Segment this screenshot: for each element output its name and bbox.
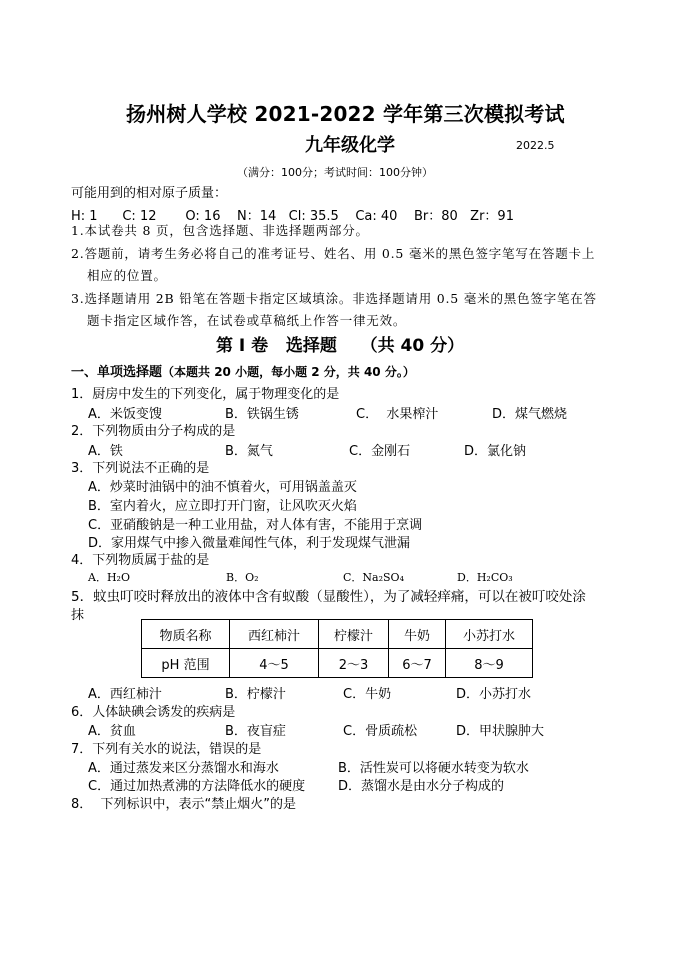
table-row <box>142 620 533 649</box>
question-1-stem: 1．厨房中发生的下列变化，属于物理变化的是 <box>71 387 340 402</box>
table-header-cell: 物质名称 <box>142 620 230 649</box>
question-2-stem: 2．下列物质由分子构成的是 <box>71 424 236 439</box>
part-title: 一、单项选择题 <box>71 365 163 380</box>
table-row <box>142 649 533 678</box>
question-4-stem: 4．下列物质属于盐的是 <box>71 553 210 568</box>
question-6-option-c: C．骨质疏松 <box>343 724 418 739</box>
instruction-3: 3.选择题请用 2B 铅笔在答题卡指定区域填涂。非选择题请用 0.5 毫米的黑色签字笔在答 <box>71 291 597 306</box>
question-1-option-a: A．米饭变馊 <box>88 407 162 422</box>
atomic-mass-values: H: 1 C: 12 O: 16 N：14 Cl: 35.5 Ca: 40 Br：80 Zr：91 <box>71 209 514 224</box>
question-5-stem: 5．蚊虫叮咬时释放出的液体中含有蚁酸（显酸性），为了减轻痒痛，可以在被叮咬处涂 <box>71 589 586 605</box>
question-6-stem: 6．人体缺碘会诱发的疾病是 <box>71 705 236 720</box>
question-1-option-c: C． 水果榨汁 <box>356 407 439 422</box>
question-4-option-a: A．H₂O <box>88 571 130 584</box>
instruction-3-cont: 题卡指定区域作答，在试卷或草稿纸上作答一律无效。 <box>87 313 407 328</box>
table-header-cell: 小苏打水 <box>446 620 533 649</box>
table-row-label: pH 范围 <box>142 649 230 678</box>
question-3-stem: 3．下列说法不正确的是 <box>71 461 210 476</box>
question-5-stem-cont: 抹 <box>71 608 85 623</box>
question-3-option-a: A．炒菜时油锅中的油不慎着火，可用锅盖盖灭 <box>88 480 357 495</box>
table-header-cell: 西红柿汁 <box>230 620 319 649</box>
table-cell: 6～7 <box>389 649 446 678</box>
question-4-option-b: B．O₂ <box>226 571 259 584</box>
question-7-option-b: B．活性炭可以将硬水转变为软水 <box>338 761 529 776</box>
instruction-2: 2.答题前，请考生务必将自己的准考证号、姓名、用 0.5 毫米的黑色签字笔写在答题卡上 <box>71 246 596 261</box>
question-2-option-a: A．铁 <box>88 444 123 459</box>
table-cell: 4～5 <box>230 649 319 678</box>
table-header-cell: 柠檬汁 <box>319 620 389 649</box>
question-4-option-d: D．H₂CO₃ <box>457 571 513 584</box>
question-5-option-b: B．柠檬汁 <box>225 687 286 702</box>
question-7-option-d: D．蒸馏水是由水分子构成的 <box>338 779 505 794</box>
question-3-option-d: D．家用煤气中掺入微量难闻性气体，利于发现煤气泄漏 <box>88 536 411 551</box>
instruction-2-cont: 相应的位置。 <box>87 268 167 283</box>
exam-date: 2022.5 <box>516 139 555 152</box>
table-cell: 2～3 <box>319 649 389 678</box>
question-5-option-d: D．小苏打水 <box>456 687 532 702</box>
question-1-option-d: D．煤气燃烧 <box>492 407 568 422</box>
exam-info: （满分：100分；考试时间：100分钟） <box>237 166 433 179</box>
ph-table <box>141 619 533 678</box>
question-6-option-a: A．贫血 <box>88 724 136 739</box>
question-6-option-b: B．夜盲症 <box>225 724 286 739</box>
section-heading: 第 I 卷 选择题 （共 40 分） <box>216 336 465 356</box>
subject-title: 九年级化学 <box>305 135 395 156</box>
atomic-mass-label: 可能用到的相对原子质量： <box>71 186 228 201</box>
question-1-option-b: B．铁锅生锈 <box>225 407 299 422</box>
question-8-stem: 8． 下列标识中，表示“禁止烟火”的是 <box>71 797 297 812</box>
part-heading <box>71 361 415 380</box>
instruction-1: 1.本试卷共 8 页，包含选择题、非选择题两部分。 <box>71 223 369 238</box>
question-4-option-c: C．Na₂SO₄ <box>343 571 404 584</box>
question-5-option-c: C．牛奶 <box>343 687 392 702</box>
question-3-option-b: B．室内着火，应立即打开门窗，让风吹灭火焰 <box>88 499 357 514</box>
table-header-cell: 牛奶 <box>389 620 446 649</box>
question-7-stem: 7．下列有关水的说法，错误的是 <box>71 742 262 757</box>
part-note: （本题共 20 小题，每小题 2 分，共 40 分。） <box>162 365 415 379</box>
question-7-option-a: A．通过蒸发来区分蒸馏水和海水 <box>88 761 279 776</box>
question-3-option-c: C．亚硝酸钠是一种工业用盐，对人体有害，不能用于烹调 <box>88 518 423 533</box>
question-5-option-a: A．西红柿汁 <box>88 687 162 702</box>
table-cell: 8～9 <box>446 649 533 678</box>
question-2-option-b: B．氮气 <box>225 444 273 459</box>
question-2-option-c: C．金刚石 <box>349 444 411 459</box>
exam-title: 扬州树人学校 2021-2022 学年第三次模拟考试 <box>126 102 565 126</box>
question-7-option-c: C．通过加热煮沸的方法降低水的硬度 <box>88 779 306 794</box>
question-6-option-d: D．甲状腺肿大 <box>456 724 545 739</box>
question-2-option-d: D．氯化钠 <box>464 444 527 459</box>
